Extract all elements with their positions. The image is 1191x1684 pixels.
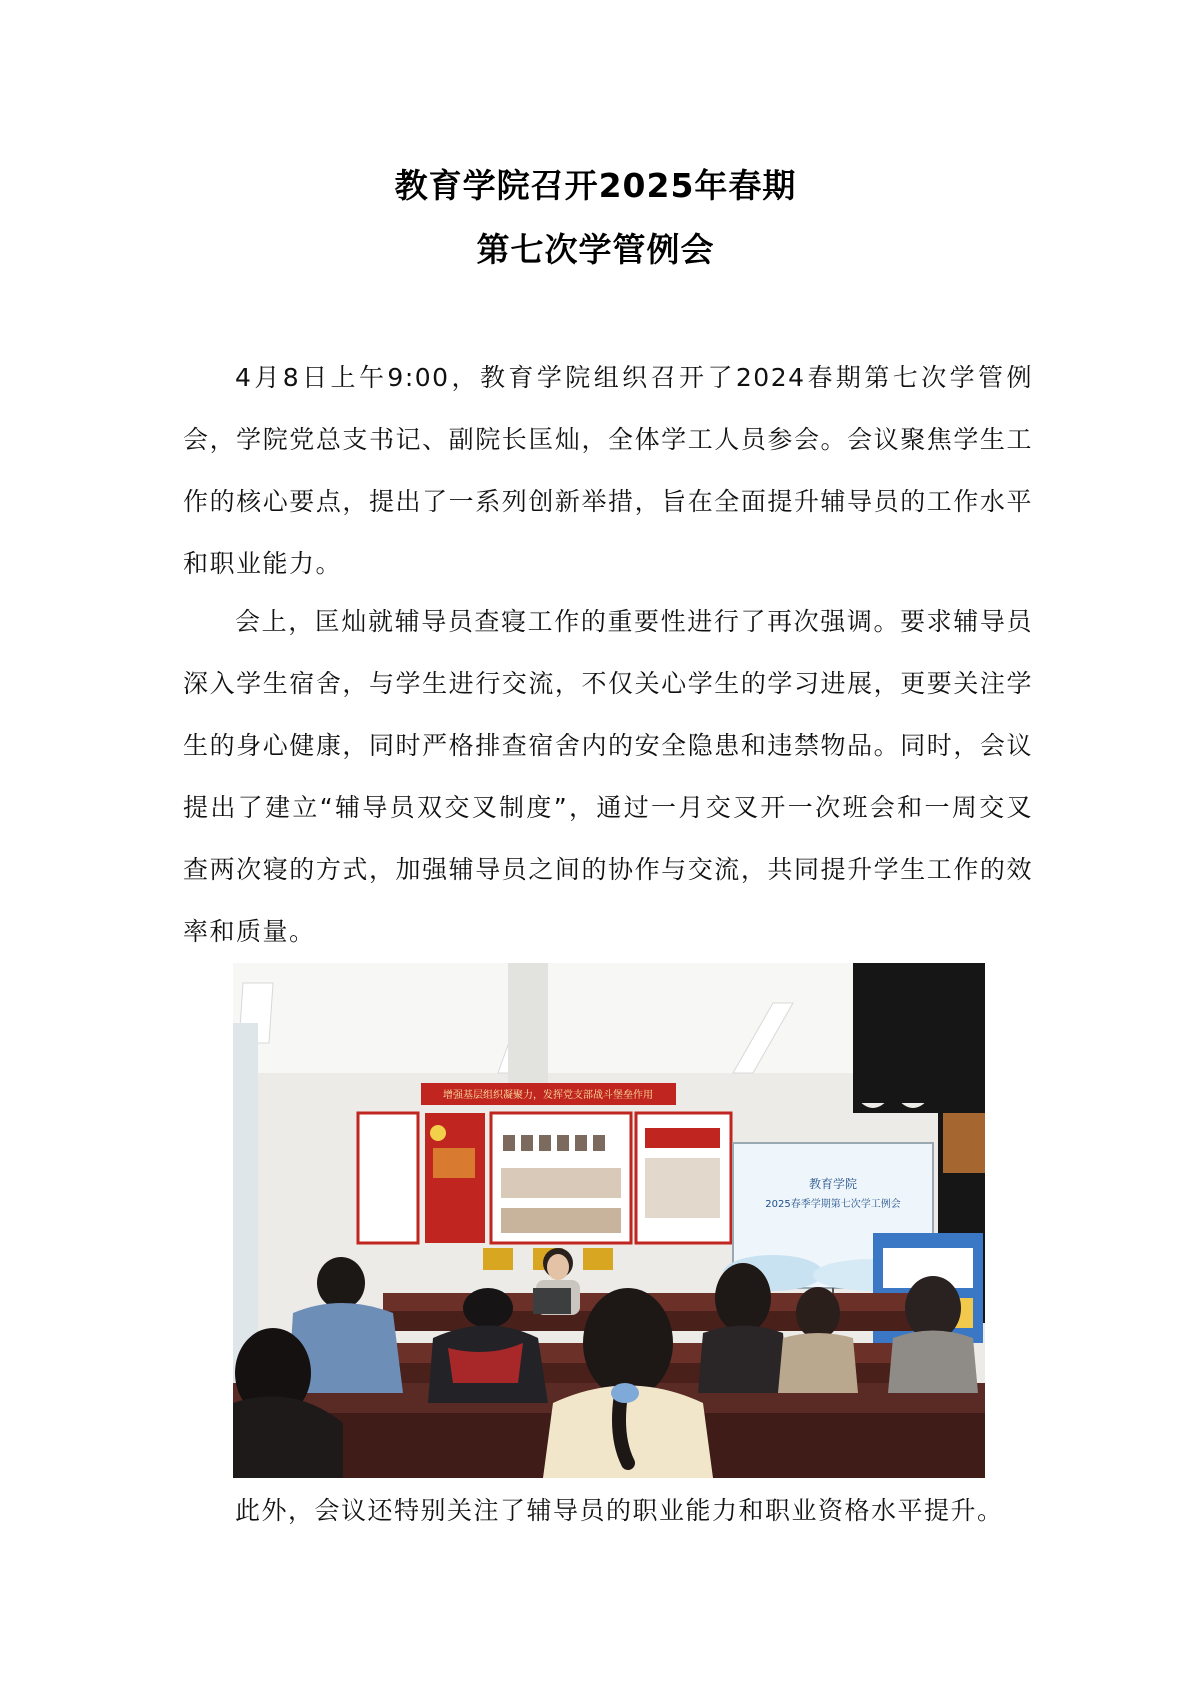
meeting-photo-illustration: [233, 963, 985, 1478]
curtain: [853, 963, 985, 1103]
title-line-2: 第七次学管例会: [476, 230, 715, 269]
laptop: [533, 1288, 571, 1314]
title-line-1: 教育学院召开2025年春期: [394, 166, 797, 205]
wall-banner-text: 增强基层组织凝聚力，发挥党支部战斗堡垒作用: [443, 1090, 653, 1101]
meeting-photo: [233, 963, 985, 1478]
paragraph-2: 会上，匡灿就辅导员查寝工作的重要性进行了再次强调。要求辅导员深入学生宿舍，与学生进行交流，不仅关心学生的学习进展，更要关注学生的身心健康，同时严格排查宿舍内的安全隐患和违禁物品。同时，会议提出了建立“辅导员双交叉制度”，通过一月交叉开一次班会和一周交叉查两次寝的方式，加强辅导员之间的协作与交流，共同提升学生工作的效率和质量。: [183, 607, 1033, 946]
paragraph-1: 4月8日上午9:00，教育学院组织召开了2024春期第七次学管例会，学院党总支书记、副院长匡灿，全体学工人员参会。会议聚焦学生工作的核心要点，提出了一系列创新举措，旨在全面提升辅导员的工作水平和职业能力。: [183, 363, 1033, 578]
screen-subtitle: 2025春季学期第七次学工例会: [765, 1199, 901, 1210]
screen-title: 教育学院: [808, 1177, 858, 1191]
paragraph-3: 此外，会议还特别关注了辅导员的职业能力和职业资格水平提升。: [235, 1496, 1004, 1525]
